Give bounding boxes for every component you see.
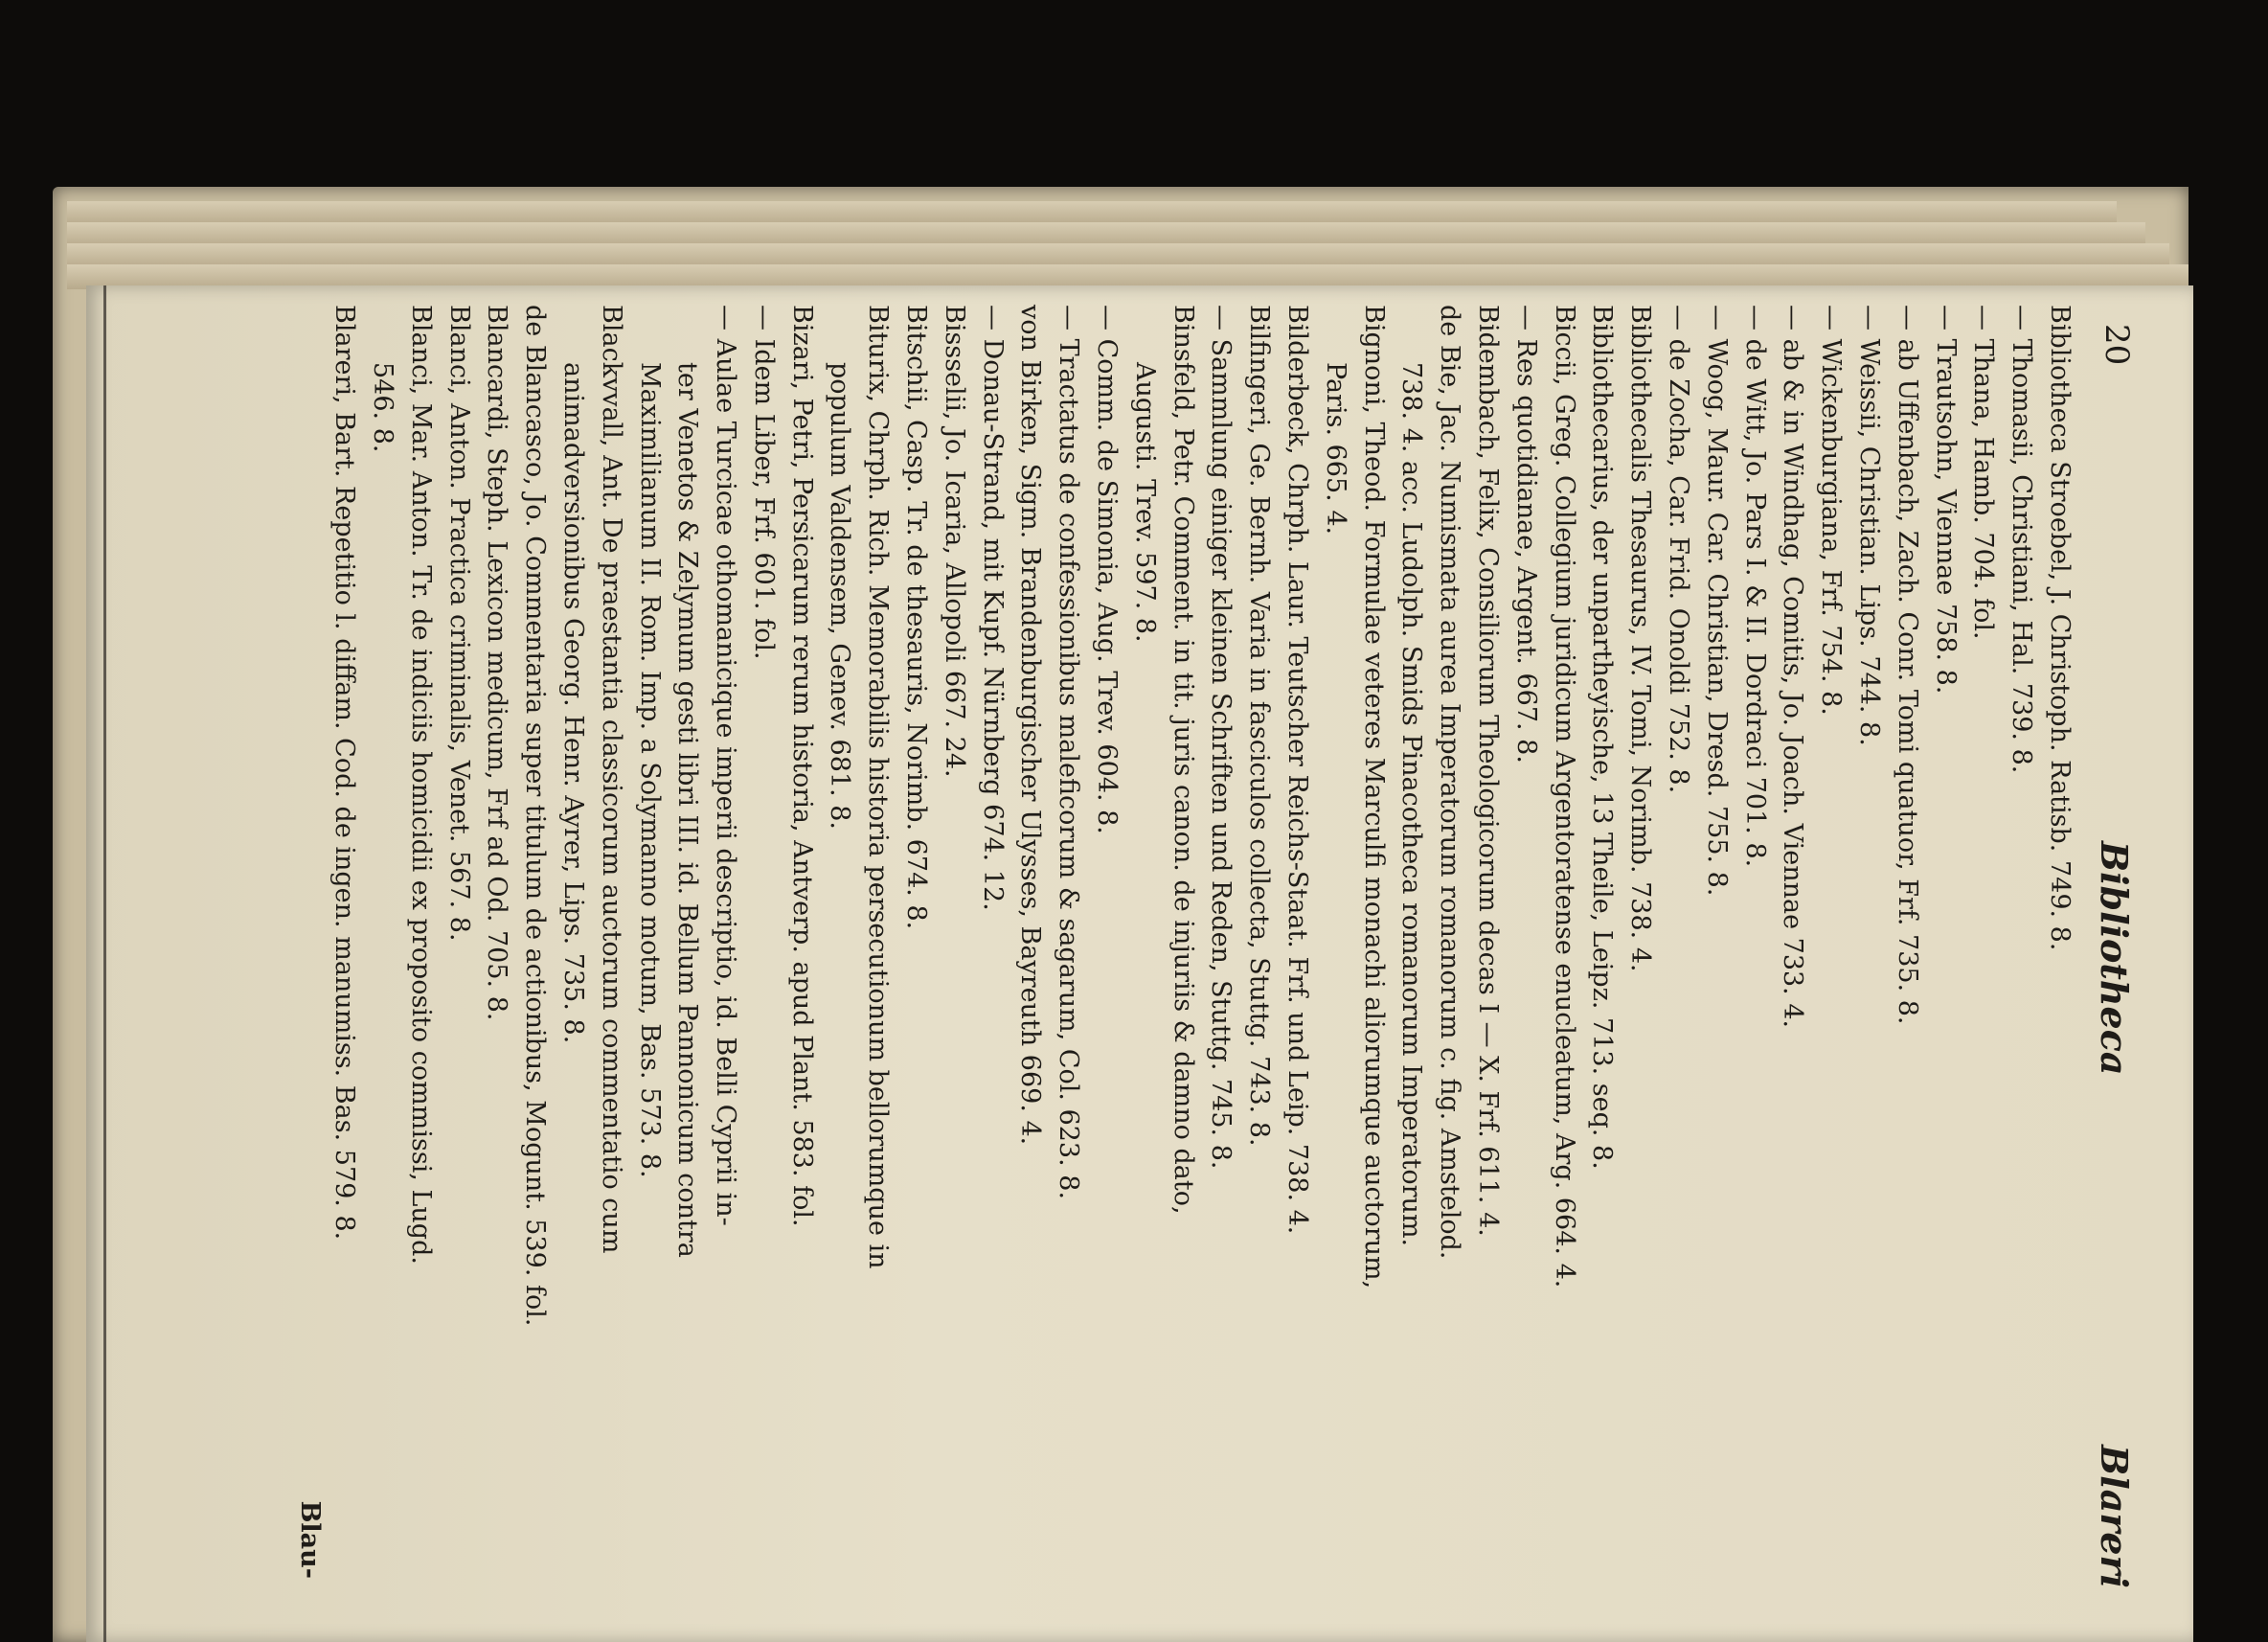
- catalog-line: — de Zocha, Car. Frid. Onoldi 752. 8.: [1664, 305, 1694, 794]
- catalog-line: Bissselii, Jo. Icaria, Allopoli 667. 24.: [939, 305, 969, 778]
- catalog-line: — de Witt, Jo. Pars I. & II. Dordraci 701. 8.: [1739, 305, 1770, 868]
- catalog-line: 546. 8.: [367, 362, 397, 453]
- running-title: Bibliotheca: [2093, 841, 2136, 1076]
- catalog-line: Binsfeld, Petr. Comment. in tit. juris canon. de injuriis & damno dato,: [1168, 305, 1198, 1215]
- catalog-line: Bilfingeri, Ge. Bernh. Varia in fasciculos collecta, Stuttg. 743. 8.: [1244, 305, 1275, 1147]
- page-header: [2078, 305, 2145, 1608]
- catalog-line: Bignoni, Theod. Formulae veteres Marculfi monachi aliorumque auctorum,: [1358, 305, 1389, 1289]
- page-number: 20: [2098, 324, 2136, 366]
- catalog-entries: [325, 305, 2078, 1608]
- catalog-line: — Aulae Turcicae othomanicique imperii descriptio, id. Belli Cyprii in-: [711, 305, 741, 1226]
- running-head-right: Blareri: [2093, 1445, 2136, 1588]
- catalog-line: Bizari, Petri, Persicarum rerum historia, Antverp. apud Plant. 583. fol.: [786, 305, 817, 1227]
- catalog-line: Bilderbeck, Chrph. Laur. Teutscher Reichs-Staat. Frf. und Leip. 738. 4.: [1282, 305, 1313, 1235]
- catalog-line: ter Venetos & Zelymum gesti libri III. id. Bellum Pannonicum contra: [672, 362, 703, 1258]
- catalog-line: — Trautsohn, Viennae 758. 8.: [1930, 305, 1961, 695]
- catalog-line: — Tractatus de confessionibus maleficorum & sagarum, Col. 623. 8.: [1054, 305, 1084, 1200]
- page-text-rotated: [268, 305, 2145, 1608]
- catalog-line: Biturix, Chrph. Rich. Memorabilis historia persecutionum bellorumque in: [863, 305, 894, 1269]
- catchword: Blau-: [295, 1500, 326, 1579]
- catalog-line: Blancardi, Steph. Lexicon medicum, Frf ad Od. 705. 8.: [482, 305, 512, 1021]
- catalog-line: — ab & in Windhag, Comitis, Jo. Joach. Viennae 733. 4.: [1778, 305, 1808, 1029]
- catalog-line: — Weissii, Christian. Lips. 744. 8.: [1854, 305, 1885, 746]
- catalog-line: Blanci, Mar. Anton. Tr. de indiciis homicidii ex proposito commissi, Lugd.: [405, 305, 436, 1265]
- catalog-line: — Donau-Strand, mit Kupf. Nürnberg 674. 12.: [977, 305, 1008, 911]
- catalog-line: Paris. 665. 4.: [1320, 362, 1350, 536]
- page-fold: [103, 285, 106, 1642]
- catalog-line: Bibliothecarius, der unpartheyische, 13 Theile, Leipz. 713. seq. 8.: [1587, 305, 1618, 1170]
- catalog-line: Blanci, Anton. Practica criminalis, Venet. 567. 8.: [443, 305, 474, 942]
- catalog-line: Bibliotheca Stroebel, J. Christoph. Ratisb. 749. 8.: [2045, 305, 2075, 951]
- catalog-line: de Bie, Jac. Numismata aurea Imperatorum romanorum c. fig. Amstelod.: [1435, 305, 1465, 1260]
- catalog-line: Bibliothecalis Thesaurus, IV. Tomi, Norimb. 738. 4.: [1625, 305, 1656, 972]
- catalog-line: — Res quotidianae, Argent. 667. 8.: [1510, 305, 1541, 764]
- catalog-line: von Birken, Sigm. Brandenburgischer Ulysses, Bayreuth 669. 4.: [1015, 305, 1046, 1146]
- catalog-line: Maximilianum II. Rom. Imp. a Solymanno motum, Bas. 573. 8.: [634, 362, 665, 1178]
- catalog-line: — Thomasii, Christiani, Hal. 739. 8.: [2007, 305, 2037, 774]
- catalog-line: de Blancasco, Jo. Commentaria super titulum de actionibus, Mogunt. 539. fol.: [520, 305, 551, 1327]
- catalog-line: — Wickenburgiana, Frf. 754. 8.: [1816, 305, 1847, 716]
- catalog-line: populum Valdensem, Genev. 681. 8.: [825, 362, 855, 831]
- catalog-line: 738. 4. acc. Ludolph. Smids Pinacotheca romanorum Imperatorum.: [1396, 362, 1427, 1247]
- catalog-line: animadversionibus Georg. Henr. Ayrer, Lips. 735. 8.: [557, 362, 588, 1044]
- catalog-line: Bitschii, Casp. Tr. de thesauris, Norimb. 674. 8.: [901, 305, 932, 930]
- catalog-line: Bidembach, Felix, Consiliorum Theologicorum decas I — X. Frf. 611. 4.: [1473, 305, 1504, 1237]
- catalog-line: Blareri, Bart. Repetitio l. diffam. Cod. de ingen. manumiss. Bas. 579. 8.: [329, 305, 360, 1241]
- catalog-line: Augusti. Trev. 597. 8.: [1129, 362, 1160, 643]
- catalog-line: Biccii, Greg. Collegium juridicum Argentoratense enucleatum, Arg. 664. 4.: [1549, 305, 1579, 1289]
- catalog-line: — Thana, Hamb. 704. fol.: [1968, 305, 1999, 640]
- catalog-line: — Idem Liber, Frf. 601. fol.: [748, 305, 779, 660]
- catalog-line: — Sammlung einiger kleinen Schriften und Reden, Stuttg. 745. 8.: [1206, 305, 1236, 1170]
- catalog-line: Blackvvall, Ant. De praestantia classicorum auctorum commentatio cum: [596, 305, 626, 1254]
- catalog-line: — Woog, Maur. Car. Christian, Dresd. 755. 8.: [1701, 305, 1732, 897]
- book-page: [86, 285, 2193, 1642]
- catalog-line: — Comm. de Simonia, Aug. Trev. 604. 8.: [1092, 305, 1123, 834]
- catalog-line: — ab Uffenbach, Zach. Conr. Tomi quatuor, Frf. 735. 8.: [1892, 305, 1922, 1025]
